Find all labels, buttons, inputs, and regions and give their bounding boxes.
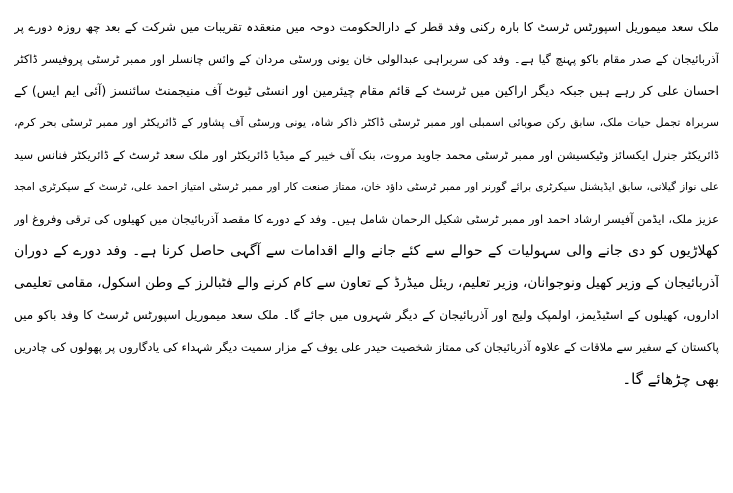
article-line-1: ملک سعد میموریل اسپورٹس ٹرسٹ کا بارہ رکنی وفد قطر کے دارالحکومت دوحہ میں منعقدہ تقریبات میں شرکت کے بعد چھ روزہ دورے پر (14, 20, 719, 34)
article-line-8: کھلاڑیوں کو دی جانے والی سہولیات کے حوالے سے کئے جانے والے اقدامات سے آگہی حاصل کرنا ہے۔ وفد دورے کے دوران (14, 243, 719, 259)
article-line-2: آذربائیجان کے صدر مقام باکو پہنچ گیا ہے۔ وفد کی سربراہی عبدالولی خان یونی ورسٹی مردان کے وائس چانسلر اور ممبر ٹرسٹی پروفیسر ڈاکٹر (14, 52, 719, 66)
article-line-5: ڈائریکٹر جنرل ایکسائز وٹیکسیشن اور ممبر ٹرسٹی محمد جاوید مروت، بنک آف خیبر کے میڈیا ڈائریکٹر اور ملک سعد ٹرسٹ کے ڈائریکٹر فنانس سید (14, 148, 719, 162)
article-line-3: احسان علی کر رہے ہیں جبکہ دیگر اراکین میں ٹرسٹ کے قائم مقام چیئرمین اور انسٹی ٹیوٹ آف منیجمنٹ سائنسز (آئی ایم ایس) کے (14, 83, 719, 98)
article-line-12: بھی چڑھائے گا۔ (622, 370, 719, 388)
article-line-4: سربراہ تجمل حیات ملک، سابق رکن صوبائی اسمبلی اور ممبر ٹرسٹی ڈاکٹر ذاکر شاہ، یونی ورسٹی آف پشاور کے ڈائریکٹر اور ممبر ٹرسٹی بحر کرم، (14, 116, 719, 129)
article-line-9: آذربائیجان کے وزیر کھیل ونوجوانان، وزیر تعلیم، ریئل میڈرڈ کے تعاون سے کام کرنے والے فٹبالرز کے وطن اسکول، مقامی تعلیمی (14, 275, 719, 291)
article-line-11: پاکستان کے سفیر سے ملاقات کے علاوہ آذربائیجان کی ممتاز شخصیت حیدر علی یوف کے مزار سمیت دیگر شہداء کی یادگاروں پر پھولوں کی چادریں (14, 340, 719, 354)
article-line-7: عزیز ملک، ایڈمن آفیسر ارشاد احمد اور ممبر ٹرسٹی شکیل الرحمان شامل ہیں۔ وفد کے دورے کا مقصد آذربائیجان میں کھیلوں کی ترقی وفروغ اور (14, 212, 719, 226)
article-line-10: اداروں، کھیلوں کے اسٹیڈیمز، اولمپک ولیج اور آذربائیجان کے دیگر شہروں میں جائے گا۔ ملک سعد میموریل اسپورٹس ٹرسٹ کا وفد باکو میں (14, 308, 719, 322)
article-line-6: علی نواز گیلانی، سابق ایڈیشنل سیکرٹری برائے گورنر اور ممبر ٹرسٹی داؤد خان، ممتاز صنعت کار اور ممبر ٹرسٹی امتیاز احمد علی، ٹرسٹ کے سیکرٹری امجد (14, 181, 719, 193)
